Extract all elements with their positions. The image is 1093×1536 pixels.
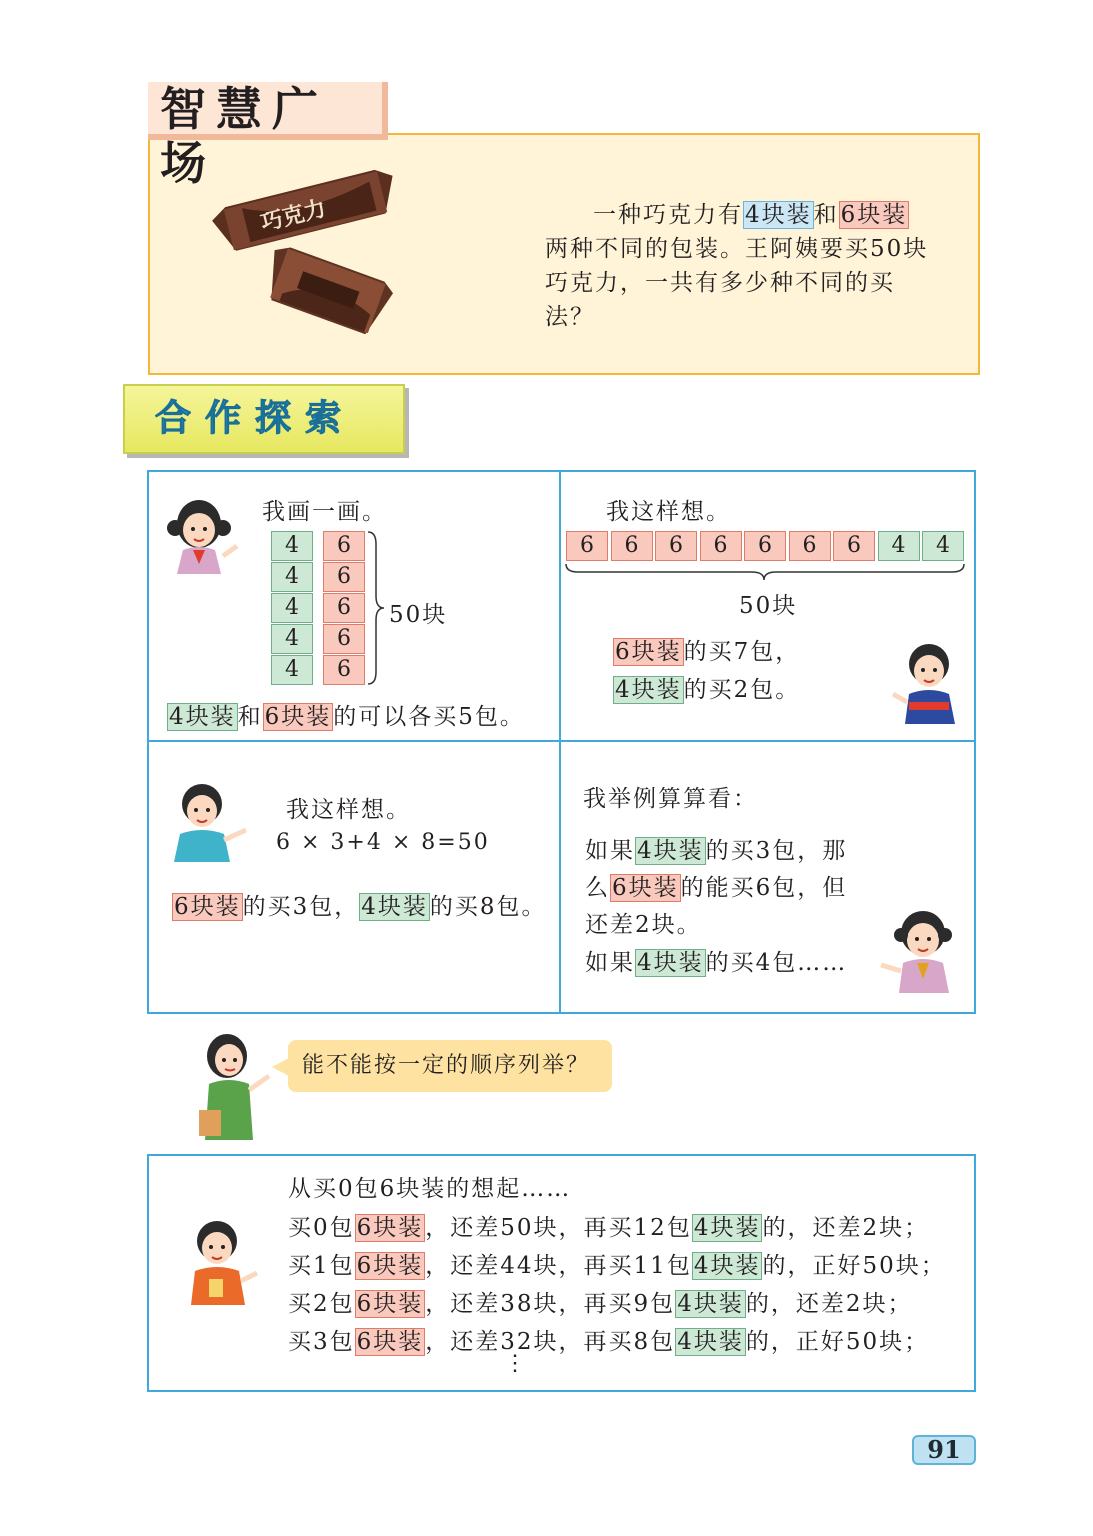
pack-4-cell: 4: [271, 562, 313, 592]
listing-row: [288, 1211, 929, 1245]
pack-4-label: 4块装: [169, 704, 236, 730]
q4-heading: 我举例算算看：: [583, 786, 758, 812]
grid-divider-horizontal: [147, 740, 976, 742]
pack-6-cell: 6: [744, 531, 786, 561]
pack-6-label: 6块装: [174, 894, 241, 920]
listing-text: ，还差50块，再买12包: [425, 1215, 692, 1241]
pack-4-cell: 4: [271, 531, 313, 561]
pack-4-label: 4块装: [361, 894, 428, 920]
speech-bubble: 能不能按一定的顺序列举？: [288, 1040, 612, 1092]
pack-6-cell: 6: [323, 531, 365, 561]
listing-row: [288, 1325, 929, 1359]
listing-text: 的，还差2块；: [762, 1215, 930, 1241]
pack-6-label: 6块装: [840, 202, 908, 228]
listing-text: 的，还差2块；: [745, 1291, 913, 1317]
girl-avatar-2: [873, 905, 957, 993]
pack-4-label: 4块装: [677, 1291, 744, 1317]
q1-text: 的可以各买5包。: [333, 704, 525, 730]
listing-text: ，还差44块，再买11包: [425, 1253, 692, 1279]
q2-total: 50块: [739, 593, 798, 619]
pack-4-cell: 4: [271, 593, 313, 623]
q4-text: 的能买6包，但: [680, 875, 848, 901]
listing-intro: 从买0包6块装的想起……: [288, 1176, 572, 1202]
q4-text: 如果: [585, 950, 635, 976]
section-title-explore: 合作探索: [123, 384, 405, 454]
pack-6-cell: 6: [789, 531, 831, 561]
girl-avatar: [163, 494, 243, 576]
q1-conclusion: [167, 698, 525, 731]
teacher-avatar: [193, 1032, 279, 1140]
pack-6-cell: 6: [323, 624, 365, 654]
problem-text: [545, 198, 940, 334]
pack-6-cell: 6: [655, 531, 697, 561]
pack-4-label: 4块装: [693, 1253, 761, 1279]
boy-avatar-pointing: [170, 778, 254, 864]
q1-text: 和: [237, 704, 263, 730]
q3-heading: 我这样想。: [286, 797, 411, 823]
listing-ellipsis: ⋮: [504, 1351, 526, 1376]
pack-6-label: 6块装: [615, 639, 682, 665]
q3-equation: 6 × 3+4 × 8=50: [276, 830, 490, 855]
boy-avatar: [885, 638, 963, 724]
q4-text: 么: [585, 875, 610, 901]
listing-text: 买2包: [288, 1291, 355, 1317]
pack-6-label: 6块装: [356, 1253, 424, 1279]
listing-text: 买1包: [288, 1253, 355, 1279]
q4-text: 的买3包，那: [705, 838, 848, 864]
listing-text: ，还差38块，再买9包: [425, 1291, 676, 1317]
page-number: 91: [912, 1435, 976, 1465]
q4-text: 的买4包……: [705, 950, 848, 976]
pack-4-label: 4块装: [693, 1215, 761, 1241]
problem-part: 和: [813, 202, 839, 228]
problem-part: 一种巧克力有: [593, 202, 743, 228]
q4-line-1: [585, 832, 847, 865]
pack-6-label: 6块装: [356, 1329, 424, 1355]
listing-text: ，还差32块，再买8包: [425, 1329, 676, 1355]
pack-4-label: 4块装: [745, 202, 812, 228]
chocolate-image: [205, 158, 405, 348]
q1-heading: 我画一画。: [262, 499, 387, 525]
pack-6-cell: 6: [611, 531, 653, 561]
listing-text: 买3包: [288, 1329, 355, 1355]
pack-4-cell: 4: [271, 655, 313, 685]
chocolate-brand-label: 巧克力: [258, 196, 329, 237]
q2-line-2: [613, 671, 800, 704]
q3-text: 的买8包。: [429, 894, 547, 920]
pack-4-label: 4块装: [637, 950, 704, 976]
q4-line-4: [585, 944, 847, 977]
pack-6-cell: 6: [833, 531, 875, 561]
listing-row: [288, 1287, 912, 1321]
problem-line-4: 法？: [545, 304, 595, 330]
q3-text: 的买3包，: [242, 894, 360, 920]
pack-4-cell: 4: [878, 531, 920, 561]
pack-6-cell: 6: [566, 531, 608, 561]
boy-avatar-3: [183, 1215, 263, 1307]
q2-text: 的买2包。: [683, 677, 801, 703]
pack-4-cell: 4: [922, 531, 964, 561]
listing-text: 的，正好50块；: [762, 1253, 946, 1279]
pack-6-label: 6块装: [264, 704, 332, 730]
pack-4-label: 4块装: [677, 1329, 744, 1355]
q2-heading: 我这样想。: [606, 499, 731, 525]
listing-text: 买0包: [288, 1215, 355, 1241]
pack-4-label: 4块装: [637, 838, 704, 864]
problem-line-3: 巧克力，一共有多少种不同的买: [545, 270, 895, 296]
section-title-wisdom: 智慧广场: [148, 82, 388, 140]
q2-text: 的买7包，: [683, 639, 801, 665]
q4-line-2: [585, 869, 847, 902]
pack-6-label: 6块装: [356, 1215, 424, 1241]
pack-4-cell: 4: [271, 624, 313, 654]
q1-total: 50块: [389, 602, 448, 628]
grid-divider-vertical: [559, 470, 561, 1014]
pack-6-label: 6块装: [612, 875, 679, 901]
brace-icon: [366, 530, 390, 688]
q4-text: 如果: [585, 838, 635, 864]
q2-line-1: [613, 633, 800, 666]
q4-line-3: 还差2块。: [585, 912, 702, 938]
pack-6-cell: 6: [700, 531, 742, 561]
listing-row: [288, 1249, 946, 1283]
pack-6-cell: 6: [323, 655, 365, 685]
brace-horizontal-icon: [564, 562, 968, 584]
q3-conclusion: [172, 888, 547, 921]
pack-6-cell: 6: [323, 593, 365, 623]
speech-bubble-tail: [272, 1058, 289, 1076]
problem-line-2: 两种不同的包装。王阿姨要买50块: [545, 236, 929, 262]
pack-6-cell: 6: [323, 562, 365, 592]
listing-text: 的，正好50块；: [745, 1329, 930, 1355]
pack-6-label: 6块装: [356, 1291, 424, 1317]
pack-4-label: 4块装: [615, 677, 682, 703]
